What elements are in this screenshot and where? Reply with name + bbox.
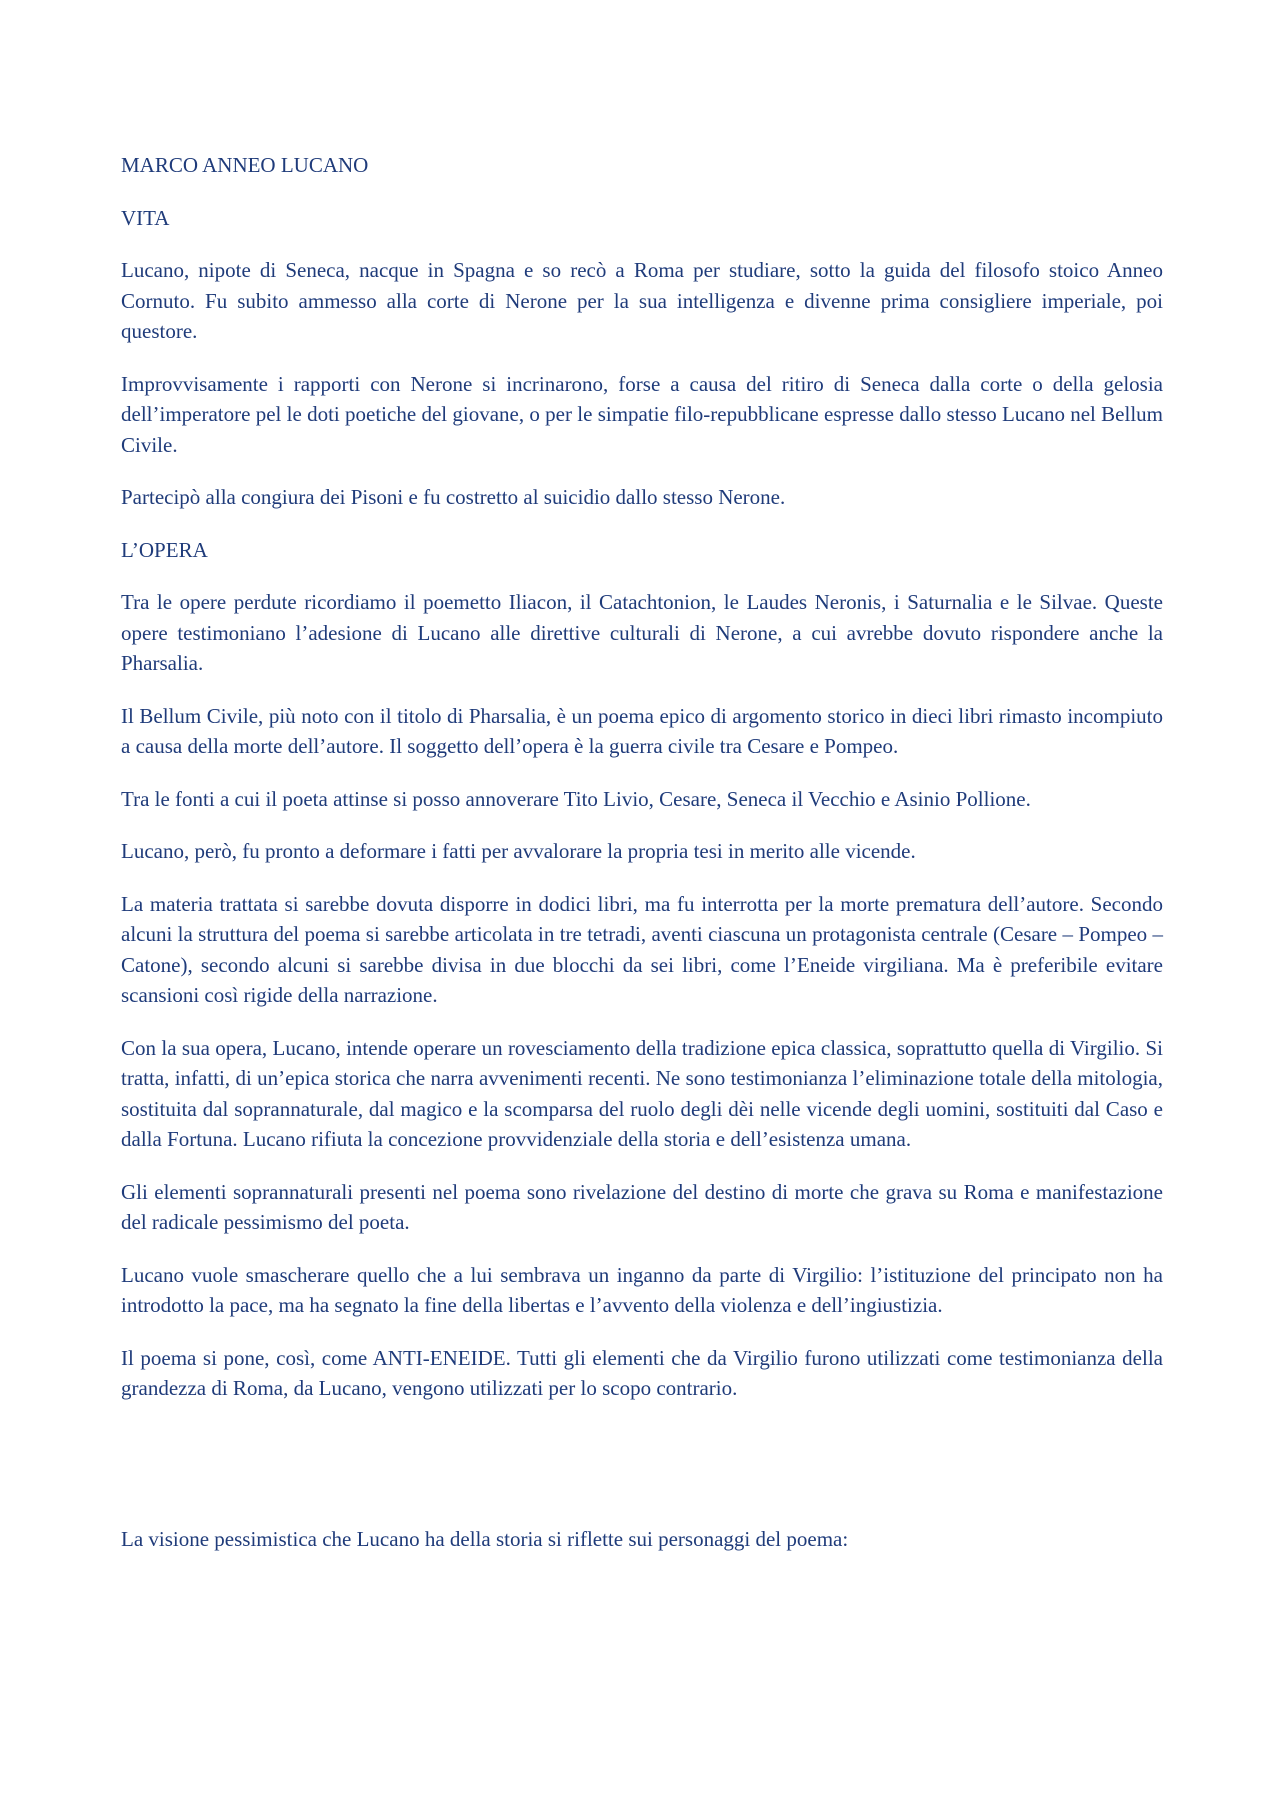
section-heading-opera: L’OPERA [121, 537, 208, 562]
paragraph: Lucano, nipote di Seneca, nacque in Spagna e so recò a Roma per studiare, sotto la guida del filosofo stoico Anneo Cornuto. Fu subito ammesso alla corte di Nerone per la sua intelligenza e divenne prima consigliere imperiale, poi questore. [121, 258, 1163, 343]
paragraph: Partecipò alla congiura dei Pisoni e fu costretto al suicidio dallo stesso Nerone. [121, 485, 786, 509]
paragraph: Tra le opere perdute ricordiamo il poemetto Iliacon, il Catachtonion, le Laudes Neronis, i Saturnalia e le Silvae. Queste opere testimoniano l’adesione di Lucano alle direttive culturali di Nerone, a cui avrebbe dovuto rispondere anche la Pharsalia. [121, 590, 1163, 675]
paragraph: Tra le fonti a cui il poeta attinse si posso annoverare Tito Livio, Cesare, Seneca il Vecchio e Asinio Pollione. [121, 786, 1031, 811]
paragraph: Il Bellum Civile, più noto con il titolo di Pharsalia, è un poema epico di argomento storico in dieci libri rimasto incompiuto a causa della morte dell’autore. Il soggetto dell’opera è la guerra civile tra Cesare e Pompeo. [121, 703, 1163, 758]
document-title: MARCO ANNEO LUCANO [121, 153, 369, 177]
document-body [121, 150, 1163, 1576]
paragraph: Gli elementi soprannaturali presenti nel poema sono rivelazione del destino di morte che grava su Roma e manifestazione del radicale pessimismo del poeta. [121, 1179, 1163, 1234]
paragraph: Improvvisamente i rapporti con Nerone si incrinarono, forse a causa del ritiro di Seneca dalla corte o della gelosia dell’imperatore pel le doti poetiche del giovane, o per le simpatie filo-repubblicane espresse dallo stesso Lucano nel Bellum Civile. [121, 371, 1163, 457]
section-heading-vita: VITA [121, 205, 170, 230]
paragraph: Con la sua opera, Lucano, intende operare un rovesciamento della tradizione epica classica, soprattutto quella di Virgilio. Si tratta, infatti, di un’epica storica che narra avvenimenti recenti. Ne sono testimonianza l’eliminazione totale della mitologia, sostituita dal soprannaturale, dal magico e la scomparsa del ruolo degli dèi nelle vicende degli uomini, sostituiti dal Caso e dalla Fortuna. Lucano rifiuta la concezione provvidenziale della storia e dell’esistenza umana. [121, 1035, 1163, 1151]
paragraph: Il poema si pone, così, come ANTI-ENEIDE. Tutti gli elementi che da Virgilio furono utilizzati come testimonianza della grandezza di Roma, da Lucano, vengono utilizzati per lo scopo contrario. [121, 1345, 1163, 1400]
paragraph: La materia trattata si sarebbe dovuta disporre in dodici libri, ma fu interrotta per la morte prematura dell’autore. Secondo alcuni la struttura del poema si sarebbe articolata in tre tetradi, aventi ciascuna un protagonista centrale (Cesare – Pompeo – Catone), secondo alcuni si sarebbe divisa in due blocchi da sei libri, come l’Eneide virgiliana. Ma è preferibile evitare scansioni così rigide della narrazione. [121, 891, 1163, 1007]
paragraph: Lucano, però, fu pronto a deformare i fatti per avvalorare la propria tesi in merito alle vicende. [121, 839, 916, 863]
paragraph: Lucano vuole smascherare quello che a lui sembrava un inganno da parte di Virgilio: l’istituzione del principato non ha introdotto la pace, ma ha segnato la fine della libertas e l’avvento della violenza e dell’ingiustizia. [121, 1262, 1163, 1317]
closing-paragraph: La visione pessimistica che Lucano ha della storia si riflette sui personaggi del poema: [121, 1526, 849, 1551]
